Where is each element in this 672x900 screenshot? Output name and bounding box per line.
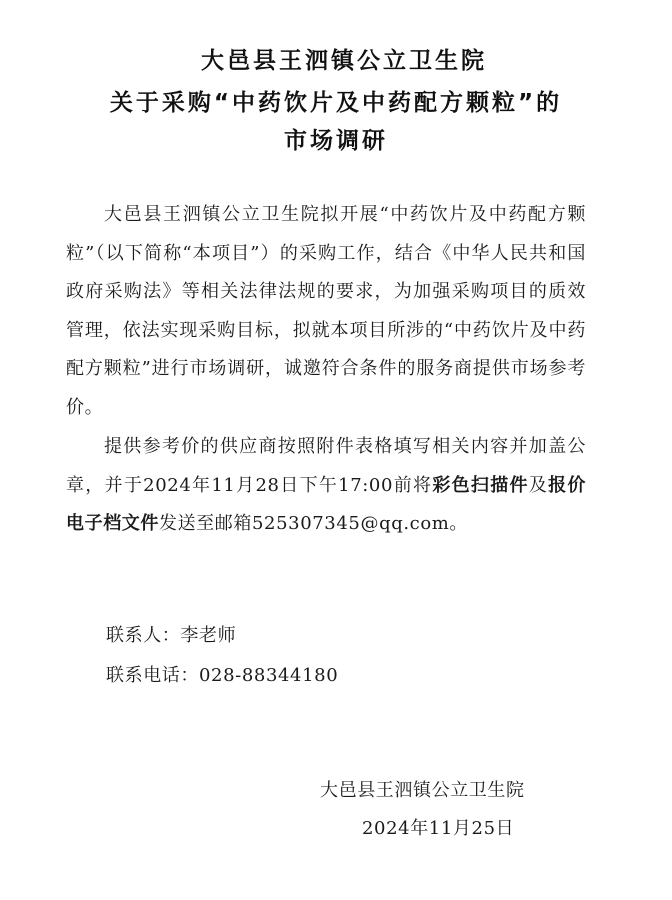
contact-person: 联系人：李老师 — [106, 625, 237, 646]
paragraph-2-text-2: 及 — [528, 474, 549, 496]
contact-phone: 联系电话：028-88344180 — [106, 665, 339, 686]
color-scan-emphasis: 彩色扫描件 — [432, 474, 529, 496]
paragraph-2-text-1: 提供参考价的供应商按照附件表格填写相关内容并加盖公章，并于2024年11月28日下午17:00前将 — [66, 436, 586, 496]
title-line-3: 市场调研 — [284, 128, 388, 154]
paragraph-2-text-3: 发送至邮箱525307345@qq.com。 — [159, 513, 469, 534]
body-paragraph-2 — [66, 428, 586, 544]
body-paragraph-1: 大邑县王泗镇公立卫生院拟开展“中药饮片及中药配方颗粒”（以下简称“本项目”）的采购工作，结合《中华人民共和国政府采购法》等相关法律法规的要求，为加强采购项目的质效管理，依法实现采购目标，拟就本项目所涉的“中药饮片及中药配方颗粒”进行市场调研，诚邀符合条件的服务商提供市场参考价。 — [66, 204, 586, 418]
title-line-2: 关于采购“中药饮片及中药配方颗粒”的 — [109, 90, 563, 116]
title-line-1: 大邑县王泗镇公立卫生院 — [201, 48, 487, 74]
signature-date: 2024年11月25日 — [362, 818, 515, 839]
quote-file-emphasis: 报价电子档文件 — [66, 474, 587, 534]
signature-org: 大邑县王泗镇公立卫生院 — [320, 780, 525, 801]
